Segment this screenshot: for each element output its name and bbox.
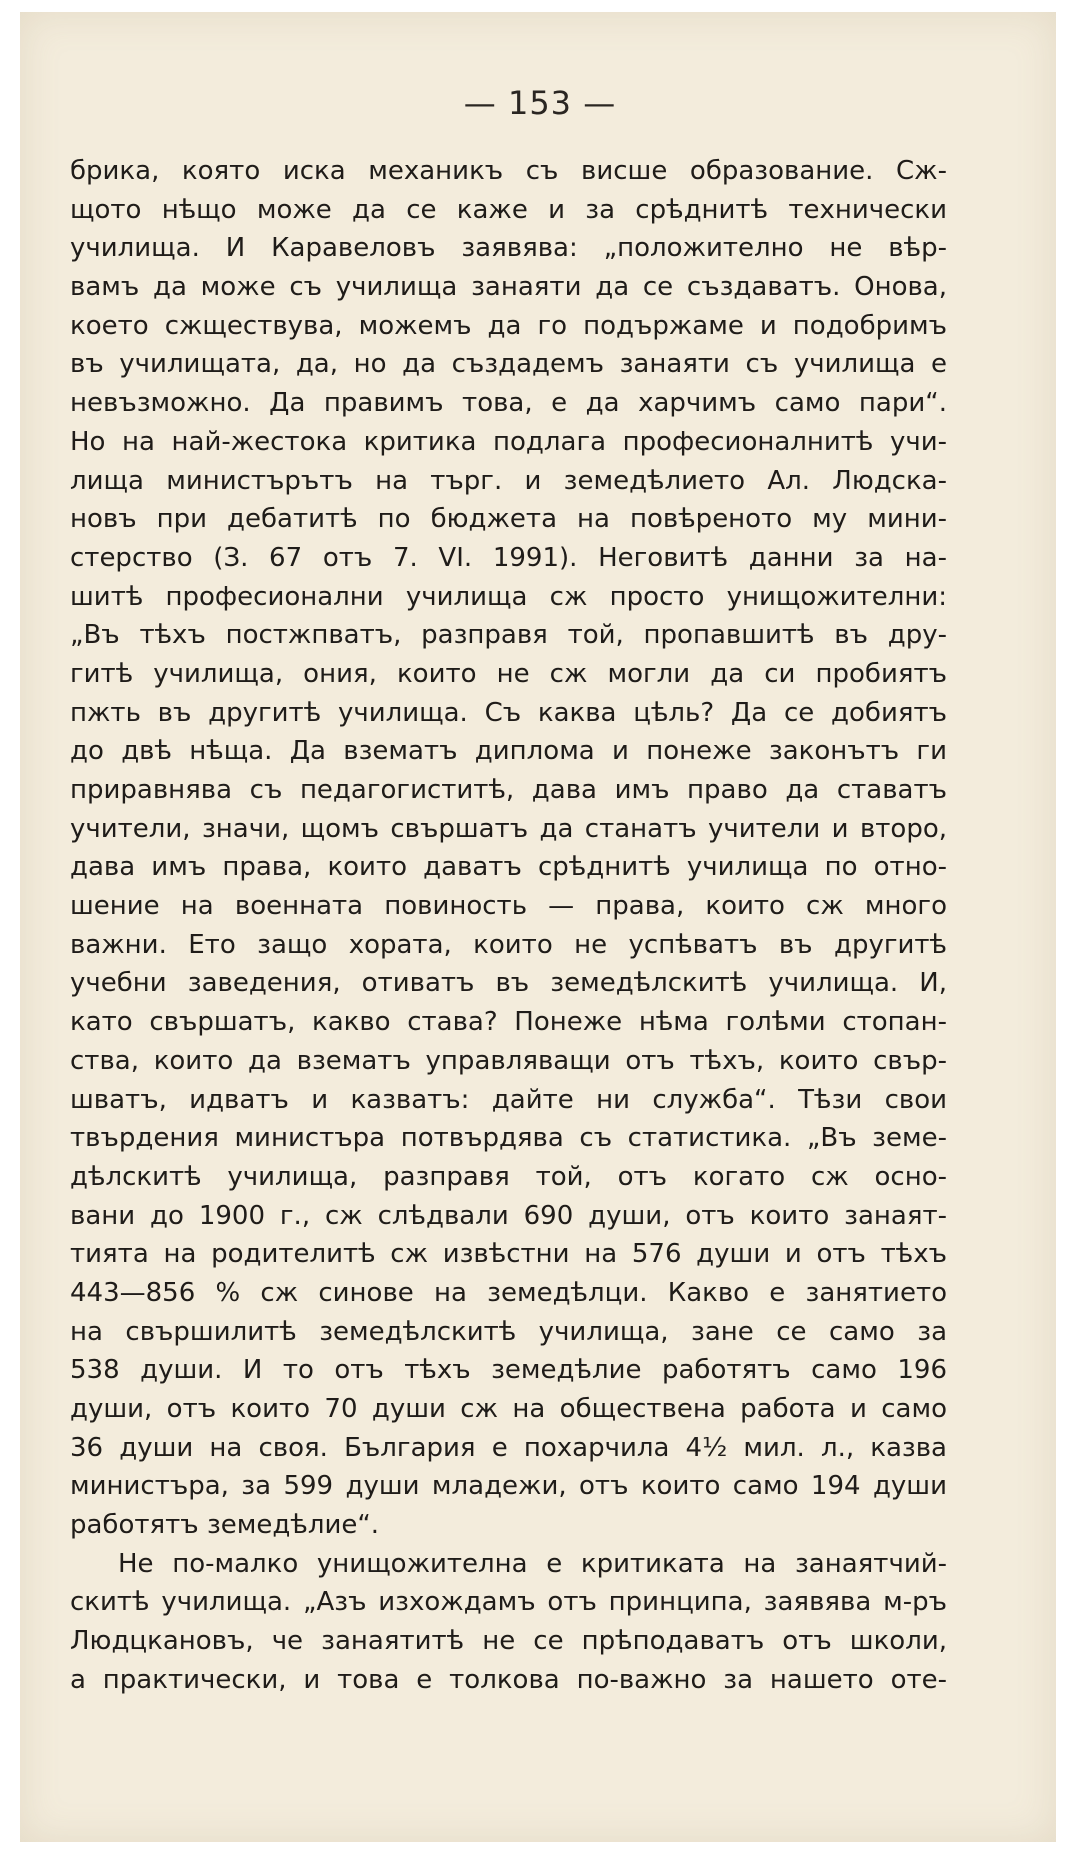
text-line: дѣлскитѣ училища, разправя той, отъ когато сж осно-: [70, 1161, 947, 1192]
text-line: шитѣ професионални училища сж просто унищожителни:: [70, 581, 947, 612]
text-line: лища министърътъ на търг. и земедѣлието Ал. Людска-: [70, 465, 947, 496]
text-line: учители, значи, щомъ свършатъ да станатъ учители и второ,: [70, 813, 947, 844]
text-line: невъзможно. Да правимъ това, е да харчимъ само пари“.: [70, 388, 947, 419]
text-line: учебни заведения, отиватъ въ земедѣлскитѣ училища. И,: [70, 968, 947, 999]
text-line: души, отъ които 70 души сж на обществена работа и само: [70, 1394, 947, 1424]
text-line: „Въ тѣхъ постжпватъ, разправя той, пропавшитѣ въ дру-: [70, 620, 947, 651]
text-line: вамъ да може съ училища занаяти да се създаватъ. Онова,: [70, 272, 947, 303]
text-line: дава имъ права, които даватъ срѣднитѣ училища по отно-: [70, 852, 947, 883]
text-line: 538 души. И то отъ тѣхъ земедѣлие работятъ само 196: [70, 1355, 947, 1386]
text-line: въ училищата, да, но да създадемъ занаяти съ училища е: [70, 349, 947, 380]
page-number: — 153 —: [463, 84, 617, 122]
text-line: стерство (З. 67 отъ 7. VI. 1991). Неговитѣ данни за на-: [70, 542, 947, 573]
text-line: до двѣ нѣща. Да взематъ диплома и понеже законътъ ги: [70, 736, 947, 767]
text-line: шение на военната повиность — права, които сж много: [70, 891, 947, 922]
text-line: тията на родителитѣ сж извѣстни на 576 души и отъ тѣхъ: [70, 1239, 947, 1270]
text-line: 36 души на своя. България е похарчила 4½ мил. л., казва: [70, 1432, 947, 1463]
text-line: училища. И Каравеловъ заявява: „положително не вѣр-: [70, 233, 947, 264]
text-line: твърдения министъра потвърдява съ статистика. „Въ земе-: [70, 1123, 947, 1154]
text-line: вани до 1900 г., сж слѣдвали 690 души, отъ които занаят-: [70, 1200, 947, 1231]
text-line: работятъ земедѣлие“.: [70, 1510, 380, 1541]
text-line: приравнява съ педагогиститѣ, дава имъ право да ставатъ: [70, 775, 947, 805]
text-line: шватъ, идватъ и казватъ: дайте ни служба“. Тѣзи свои: [70, 1084, 947, 1115]
text-line: важни. Ето защо хората, които не успѣватъ въ другитѣ: [70, 929, 947, 960]
text-line: брика, която иска механикъ съ висше образование. Сж-: [70, 156, 947, 186]
text-line: а практически, и това е толкова по-важно за нашето оте-: [70, 1664, 947, 1695]
text-line: Не по-малко унищожителна е критиката на занаятчий-: [118, 1548, 947, 1579]
text-line: пжть въ другитѣ училища. Съ каква цѣль? Да се добиятъ: [70, 697, 947, 728]
text-line: като свършатъ, какво става? Понеже нѣма голѣми стопан-: [70, 1007, 947, 1038]
text-line: министъра, за 599 души младежи, отъ които само 194 души: [70, 1471, 947, 1502]
text-line: Людцкановъ, че занаятитѣ не се прѣподаватъ отъ школи,: [70, 1626, 947, 1657]
text-line: Но на най-жестока критика подлага професионалнитѣ учи-: [70, 426, 947, 457]
text-line: което сжществува, можемъ да го подържаме и подобримъ: [70, 310, 947, 341]
text-line: щото нѣщо може да се каже и за срѣднитѣ технически: [70, 194, 947, 225]
text-line: 443—856 % сж синове на земедѣлци. Какво е занятието: [70, 1277, 947, 1308]
text-line: новъ при дебатитѣ по бюджета на повѣреното му мини-: [70, 504, 947, 535]
text-line: ства, които да взематъ управляващи отъ тѣхъ, които свър-: [70, 1045, 947, 1076]
text-line: гитѣ училища, ония, които не сж могли да си пробиятъ: [70, 658, 947, 689]
body-text: [70, 152, 947, 1700]
text-line: на свършилитѣ земедѣлскитѣ училища, зане се само за: [70, 1316, 947, 1347]
text-line: скитѣ училища. „Азъ изхождамъ отъ принципа, заявява м-ръ: [70, 1587, 947, 1618]
